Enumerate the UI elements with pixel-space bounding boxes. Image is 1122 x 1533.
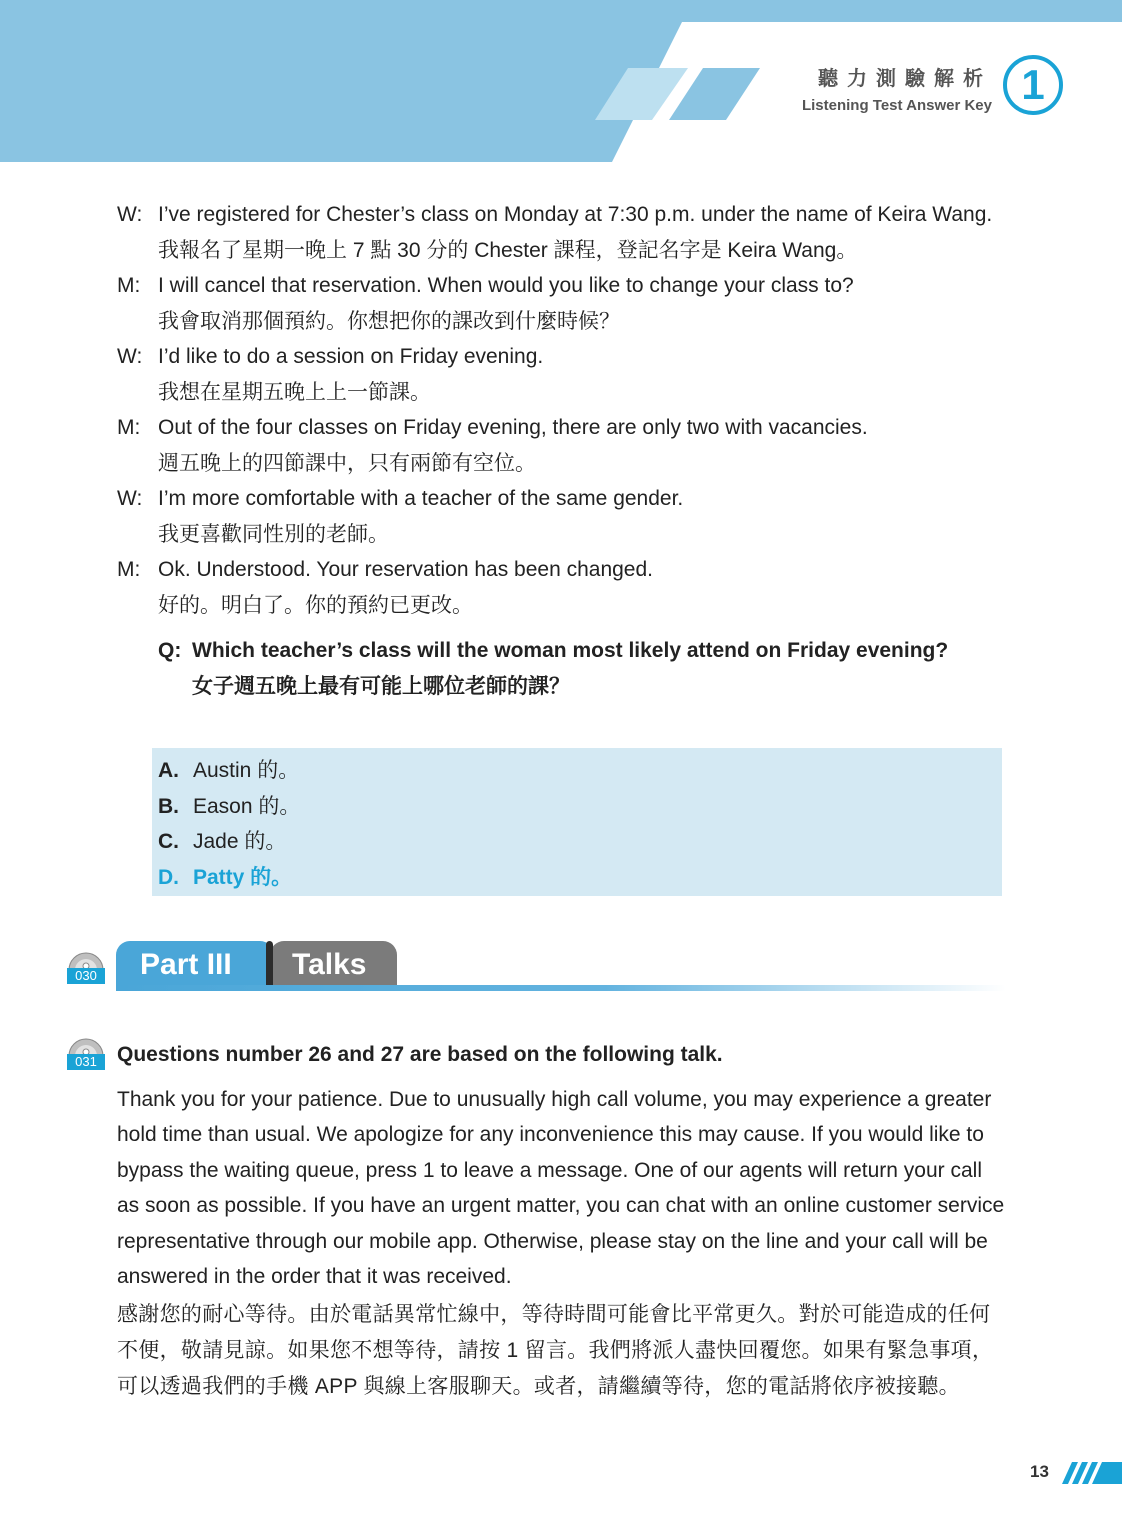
answer-option-a bbox=[158, 753, 1002, 789]
part-section-header bbox=[116, 941, 1006, 996]
answer-text: Jade 的。 bbox=[193, 830, 287, 853]
question-chinese: 女子週五晚上最有可能上哪位老師的課？ bbox=[192, 675, 570, 698]
audio-track-icon[interactable] bbox=[66, 948, 106, 988]
cd-disc-icon bbox=[66, 1034, 106, 1056]
answer-letter: D. bbox=[158, 865, 179, 889]
dialog-line bbox=[117, 481, 1007, 552]
dialog-english: I will cancel that reservation. When would you like to change your class to? bbox=[158, 274, 854, 297]
answer-options-box bbox=[152, 748, 1002, 896]
chapter-number-badge: 1 bbox=[1003, 55, 1063, 115]
dialog-chinese: 我更喜歡同性別的老師。 bbox=[158, 523, 389, 546]
dialog-english: Ok. Understood. Your reservation has been changed. bbox=[158, 558, 653, 581]
question-block bbox=[117, 633, 1007, 705]
audio-track-icon[interactable] bbox=[66, 1034, 106, 1074]
answer-option-c bbox=[158, 824, 1002, 860]
dialog-chinese: 週五晚上的四節課中，只有兩節有空位。 bbox=[158, 452, 536, 475]
dialog-line bbox=[117, 339, 1007, 410]
track-number: 030 bbox=[67, 968, 105, 984]
track-number: 031 bbox=[67, 1054, 105, 1070]
dialog-transcript bbox=[117, 197, 1007, 705]
dialog-chinese: 好的。明白了。你的預約已更改。 bbox=[158, 594, 473, 617]
question-english-line bbox=[158, 633, 1007, 669]
part-title: Talks bbox=[270, 941, 397, 987]
answer-letter: A. bbox=[158, 759, 179, 782]
talk-transcript bbox=[117, 1082, 1007, 1404]
dialog-chinese: 我想在星期五晚上上一節課。 bbox=[158, 381, 431, 404]
talk-english: Thank you for your patience. Due to unusually high call volume, you may experience a greater hold time than usual. We apologize for any inconvenience this may cause. If you would like to bypass the waiting queue, press 1 to leave a message. One of our agents will return your call as soon as possible. If you have an urgent matter, you can chat with an online customer service representative through our mobile app. Otherwise, please stay on the line and your call will be answered in the order that it was received. bbox=[117, 1088, 1005, 1289]
speaker-label: W: bbox=[117, 203, 143, 226]
speaker-label: M: bbox=[117, 558, 141, 581]
dialog-english: I’ve registered for Chester’s class on Monday at 7:30 p.m. under the name of Keira Wang. bbox=[158, 203, 993, 226]
speaker-label: W: bbox=[117, 345, 143, 368]
dialog-line bbox=[117, 552, 1007, 623]
dialog-chinese: 我報名了星期一晚上 7 點 30 分的 Chester 課程，登記名字是 Keira Wang。 bbox=[158, 239, 858, 262]
dialog-english: Out of the four classes on Friday evening, there are only two with vacancies. bbox=[158, 416, 868, 439]
section-underline bbox=[116, 985, 1006, 991]
answer-text: Patty 的。 bbox=[193, 865, 293, 889]
dialog-chinese: 我會取消那個預約。你想把你的課改到什麼時候？ bbox=[158, 310, 620, 333]
answer-letter: C. bbox=[158, 830, 179, 853]
dialog-english: I’d like to do a session on Friday evening. bbox=[158, 345, 544, 368]
page-number: 13 bbox=[1030, 1462, 1049, 1481]
speaker-label: W: bbox=[117, 487, 143, 510]
dialog-line bbox=[117, 410, 1007, 481]
talk-chinese: 感謝您的耐心等待。由於電話異常忙線中，等待時間可能會比平常更久。對於可能造成的任何不便，敬請見諒。如果您不想等待，請按 1 留言。我們將派人盡快回覆您。如果有緊急事項，可以透過我們的手機 APP 與線上客服聊天。或者，請繼續等待，您的電話將依序被接聽。 bbox=[117, 1303, 994, 1398]
speaker-label: M: bbox=[117, 416, 141, 439]
tab-divider bbox=[266, 941, 273, 987]
header-title bbox=[802, 62, 992, 114]
question-label: Q: bbox=[158, 639, 182, 662]
page-stripes-decoration bbox=[1060, 1462, 1122, 1484]
header-title-zh: 聽力測驗解析 bbox=[818, 68, 992, 90]
answer-option-b bbox=[158, 789, 1002, 825]
dialog-line bbox=[117, 197, 1007, 268]
talk-heading: Questions number 26 and 27 are based on the following talk. bbox=[117, 1043, 723, 1066]
header-title-en: Listening Test Answer Key bbox=[801, 97, 992, 114]
dialog-english: I’m more comfortable with a teacher of the same gender. bbox=[158, 487, 684, 510]
answer-text: Austin 的。 bbox=[193, 759, 300, 782]
answer-option-d-correct bbox=[158, 860, 1002, 896]
part-label: Part III bbox=[116, 941, 274, 987]
speaker-label: M: bbox=[117, 274, 141, 297]
cd-disc-icon bbox=[66, 948, 106, 970]
answer-letter: B. bbox=[158, 794, 179, 818]
question-english: Which teacher’s class will the woman most likely attend on Friday evening? bbox=[192, 639, 949, 662]
answer-text: Eason 的。 bbox=[193, 794, 301, 818]
dialog-line bbox=[117, 268, 1007, 339]
